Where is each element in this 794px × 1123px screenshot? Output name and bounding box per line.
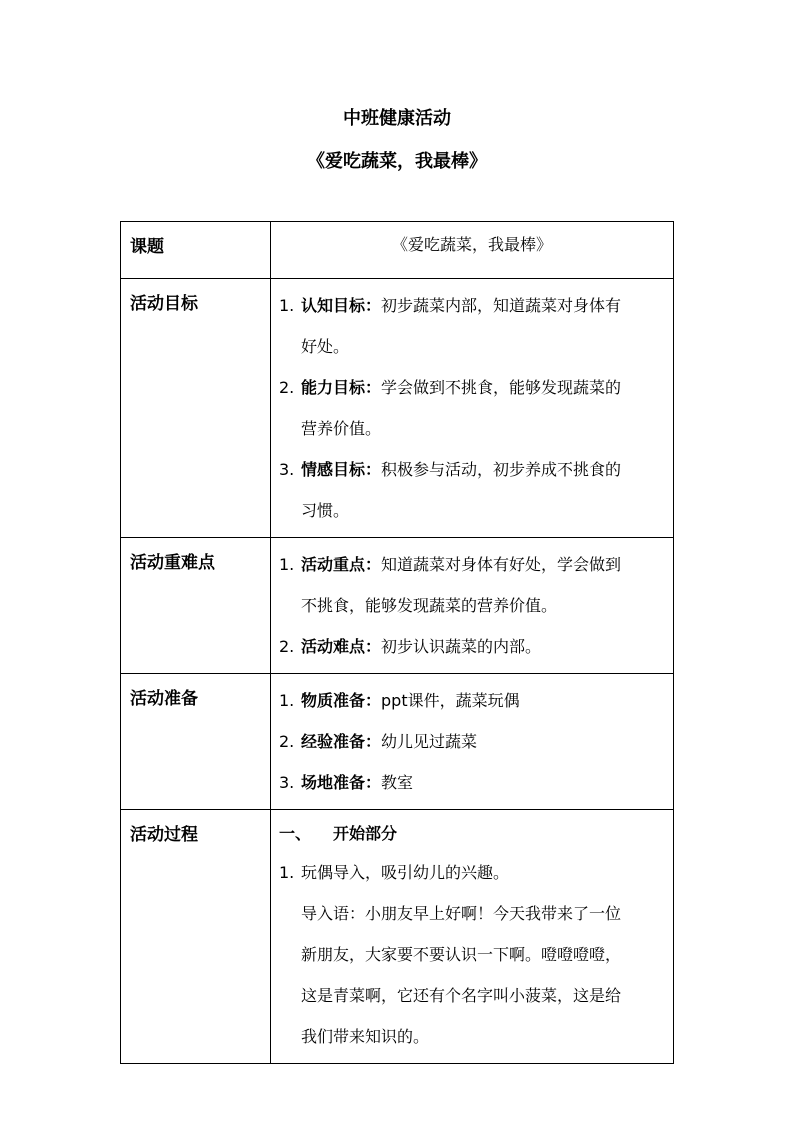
goal-text-continued: 习惯。 [301,501,350,520]
document-subtitle: 《爱吃蔬菜，我最棒》 [307,151,487,172]
row-label-topic: 课题 [121,222,271,279]
intro-paragraph-line: 我们带来知识的。 [301,1027,430,1046]
preparation-text: 幼儿见过蔬菜 [381,732,478,751]
key-point-item [279,626,665,667]
intro-paragraph-line: 新朋友，大家要不要认识一下啊。噔噔噔噔， [301,945,622,964]
item-number: 1. [279,691,295,710]
item-number: 3. [279,773,295,792]
section-title: 开始部分 [333,824,398,843]
item-number: 1. [279,555,295,574]
goal-text: 初步蔬菜内部，知道蔬菜对身体有 [381,296,622,315]
key-point-text: 初步认识蔬菜的内部。 [381,637,542,656]
section-heading [279,816,665,852]
goal-heading: 认知目标： [301,296,382,315]
goal-text-continued: 营养价值。 [301,419,382,438]
preparation-text: ppt课件，蔬菜玩偶 [381,691,520,710]
preparation-cell [271,674,674,810]
table-row-preparation [121,674,674,810]
goal-text: 学会做到不挑食，能够发现蔬菜的 [381,378,622,397]
preparation-text: 教室 [381,773,414,792]
process-cell [271,810,674,1064]
goals-cell [271,279,674,538]
intro-paragraph-line: 导入语：小朋友早上好啊！今天我带来了一位 [301,904,622,923]
preparation-heading: 场地准备： [301,773,382,792]
key-point-heading: 活动重点： [301,555,382,574]
key-point-text: 知道蔬菜对身体有好处，学会做到 [381,555,622,574]
table-row-topic [121,222,674,279]
row-label-process: 活动过程 [121,810,271,1064]
goal-item [279,285,665,367]
preparation-item [279,680,665,721]
process-item-text: 玩偶导入，吸引幼儿的兴趣。 [301,863,510,882]
row-label-key-points: 活动重难点 [121,538,271,674]
key-point-item [279,544,665,626]
key-point-heading: 活动难点： [301,637,382,656]
item-number: 2. [279,378,295,397]
item-number: 1. [279,863,295,882]
preparation-item [279,762,665,803]
item-number: 1. [279,296,295,315]
preparation-heading: 物质准备： [301,691,382,710]
table-row-key-points [121,538,674,674]
row-label-preparation: 活动准备 [121,674,271,810]
goal-text-continued: 好处。 [301,337,350,356]
table-row-process [121,810,674,1064]
goal-heading: 情感目标： [301,460,382,479]
topic-value: 《爱吃蔬菜，我最棒》 [271,222,674,279]
goal-heading: 能力目标： [301,378,382,397]
key-points-cell [271,538,674,674]
section-mark: 一、 [279,824,312,843]
key-point-text-continued: 不挑食，能够发现蔬菜的营养价值。 [301,596,558,615]
item-number: 2. [279,732,295,751]
process-item [279,852,665,893]
intro-paragraph-line: 这是青菜啊，它还有个名字叫小菠菜，这是给 [301,986,622,1005]
goal-item [279,367,665,449]
goal-item [279,449,665,531]
row-label-goals: 活动目标 [121,279,271,538]
preparation-heading: 经验准备： [301,732,382,751]
document-title: 中班健康活动 [343,108,451,129]
item-number: 2. [279,637,295,656]
table-row-goals [121,279,674,538]
lesson-plan-table [120,221,674,1064]
goal-text: 积极参与活动，初步养成不挑食的 [381,460,622,479]
item-number: 3. [279,460,295,479]
preparation-item [279,721,665,762]
